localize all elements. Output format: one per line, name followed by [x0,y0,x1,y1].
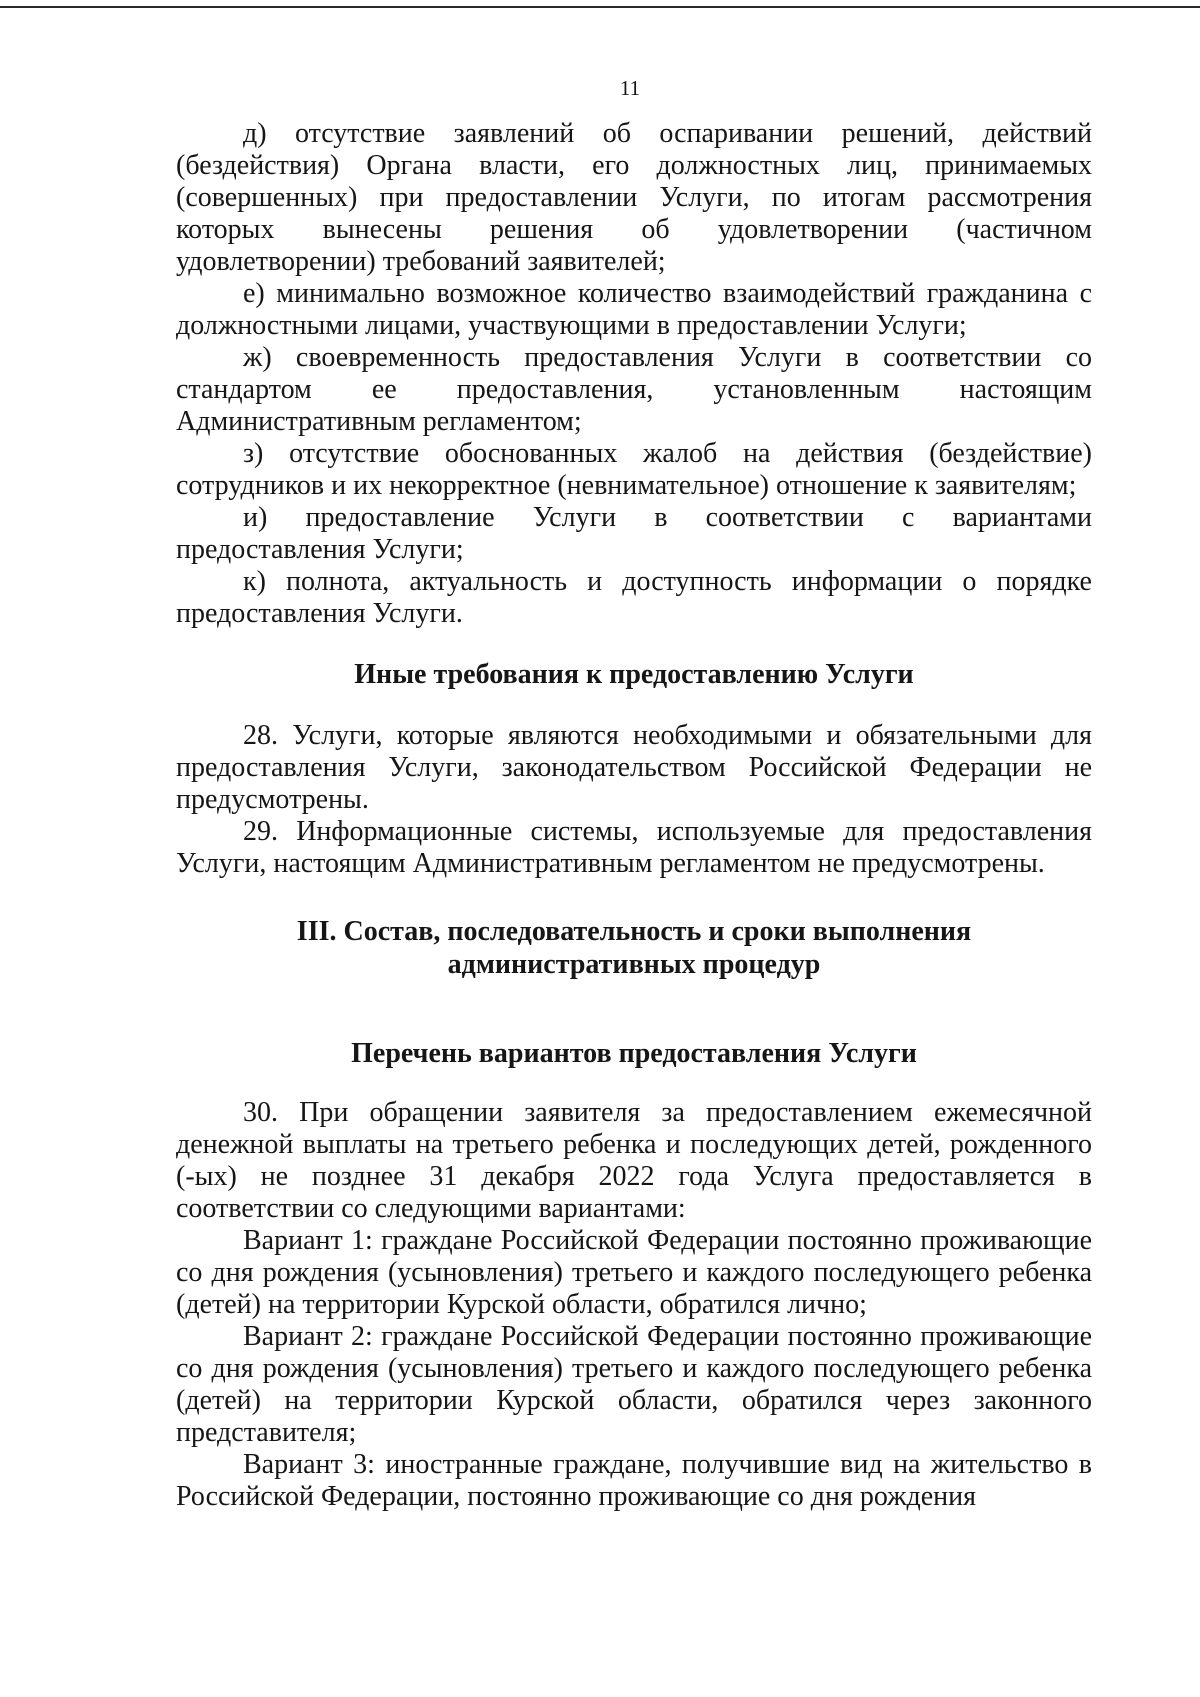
chapter-heading-line-2: административных процедур [447,949,821,980]
document-body [176,118,1092,1513]
variant-1: Вариант 1: граждане Российской Федерации постоянно проживающие со дня рождения (усыновления) третьего и каждого последующего ребенка (детей) на территории Курской области, обратился лично; [176,1225,1092,1320]
criterion-z: з) отсутствие обоснованных жалоб на действия (бездействие) сотрудников и их некорректное (невнимательное) отношение к заявителям; [176,438,1092,501]
section-heading-variants: Перечень вариантов предоставления Услуги [351,1038,917,1069]
chapter-heading-line-1: III. Состав, последовательность и сроки выполнения [296,916,972,947]
paragraph-29: 29. Информационные системы, используемые для предоставления Услуги, настоящим Административным регламентом не предусмотрены. [176,816,1092,879]
criterion-k: к) полнота, актуальность и доступность информации о порядке предоставления Услуги. [176,566,1092,629]
page-number: 11 [619,76,641,100]
variant-2: Вариант 2: граждане Российской Федерации постоянно проживающие со дня рождения (усыновления) третьего и каждого последующего ребенка (детей) на территории Курской области, обратился через законного представителя; [176,1321,1092,1448]
section-heading-other-requirements: Иные требования к предоставлению Услуги [354,659,914,690]
variant-3: Вариант 3: иностранные граждане, получившие вид на жительство в Российской Федерации, постоянно проживающие со дня рождения [176,1449,1092,1512]
criterion-d: д) отсутствие заявлений об оспаривании решений, действий (бездействия) Органа власти, его должностных лиц, принимаемых (совершенных) при предоставлении Услуги, по итогам рассмотрения которых вынесены решения об удовлетворении (частичном удовлетворении) требований заявителей; [176,118,1092,277]
criterion-zh: ж) своевременность предоставления Услуги в соответствии со стандартом ее предоставления, установленным настоящим Административным регламентом; [176,342,1092,437]
scan-top-edge-line [0,6,1200,8]
paragraph-30: 30. При обращении заявителя за предоставлением ежемесячной денежной выплаты на третьего ребенка и последующих детей, рожденного (-ых) не позднее 31 декабря 2022 года Услуга предоставляется в соответствии со следующими вариантами: [176,1097,1092,1224]
criterion-e: е) минимально возможное количество взаимодействий гражданина с должностными лицами, участвующими в предоставлении Услуги; [176,278,1092,341]
chapter-heading-iii [176,915,1092,981]
criterion-i: и) предоставление Услуги в соответствии с вариантами предоставления Услуги; [176,502,1092,565]
paragraph-28: 28. Услуги, которые являются необходимыми и обязательными для предоставления Услуги, законодательством Российской Федерации не предусмотрены. [176,720,1092,815]
